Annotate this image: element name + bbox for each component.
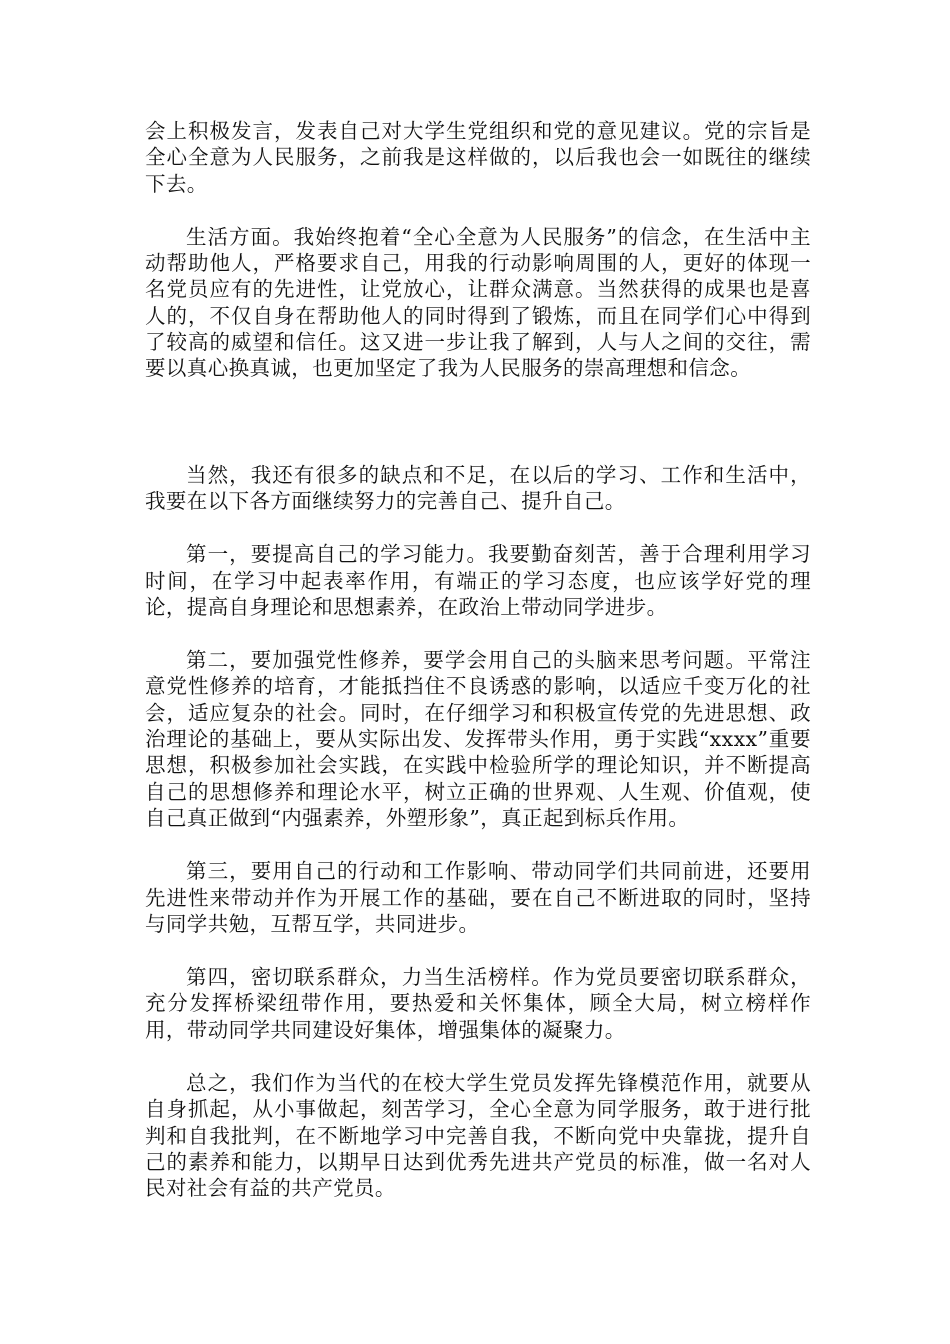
paragraph-life-aspect: 生活方面。我始终抱着“全心全意为人民服务”的信念，在生活中主动帮助他人，严格要求自己，用我的行动影响周围的人，更好的体现一名党员应有的先进性，让党放心，让群众满意。当然获得的成果也是喜人的，不仅自身在帮助他人的同时得到了锻炼，而且在同学们心中得到了较高的威望和信任。这又进一步让我了解到，人与人之间的交往，需要以真心换真诚，也更加坚定了我为人民服务的崇高理想和信念。 [145,224,811,381]
paragraph-continuation: 会上积极发言，发表自己对大学生党组织和党的意见建议。党的宗旨是全心全意为人民服务，之前我是这样做的，以后我也会一如既往的继续下去。 [145,119,811,196]
paragraph-point-four: 第四，密切联系群众，力当生活榜样。作为党员要密切联系群众，充分发挥桥梁纽带作用，要热爱和关怀集体，顾全大局，树立榜样作用，带动同学共同建设好集体，增强集体的凝聚力。 [145,965,811,1042]
paragraph-point-two: 第二，要加强党性修养，要学会用自己的头脑来思考问题。平常注意党性修养的培育，才能抵挡住不良诱惑的影响，以适应千变万化的社会，适应复杂的社会。同时，在仔细学习和积极宣传党的先进思想、政治理论的基础上，要从实际出发、发挥带头作用，勇于实践“xxxx”重要思想，积极参加社会实践，在实践中检验所学的理论知识，并不断提高自己的思想修养和理论水平，树立正确的世界观、人生观、价值观，使自己真正做到“内强素养，外塑形象”，真正起到标兵作用。 [145,648,811,830]
paragraph-point-one: 第一，要提高自己的学习能力。我要勤奋刻苦，善于合理利用学习时间，在学习中起表率作用，有端正的学习态度，也应该学好党的理论，提高自身理论和思想素养，在政治上带动同学进步。 [145,542,811,619]
paragraph-shortcomings: 当然，我还有很多的缺点和不足，在以后的学习、工作和生活中，我要在以下各方面继续努力的完善自己、提升自己。 [145,462,811,513]
paragraph-conclusion: 总之，我们作为当代的在校大学生党员发挥先锋模范作用，就要从自身抓起，从小事做起，刻苦学习，全心全意为同学服务，敢于进行批判和自我批判，在不断地学习中完善自我，不断向党中央靠拢，提升自己的素养和能力，以期早日达到优秀先进共产党员的标准，做一名对人民对社会有益的共产党员。 [145,1071,811,1201]
paragraph-point-three: 第三，要用自己的行动和工作影响、带动同学们共同前进，还要用先进性来带动并作为开展工作的基础，要在自己不断进取的同时，坚持与同学共勉，互帮互学，共同进步。 [145,859,811,936]
document-page [145,118,811,1202]
